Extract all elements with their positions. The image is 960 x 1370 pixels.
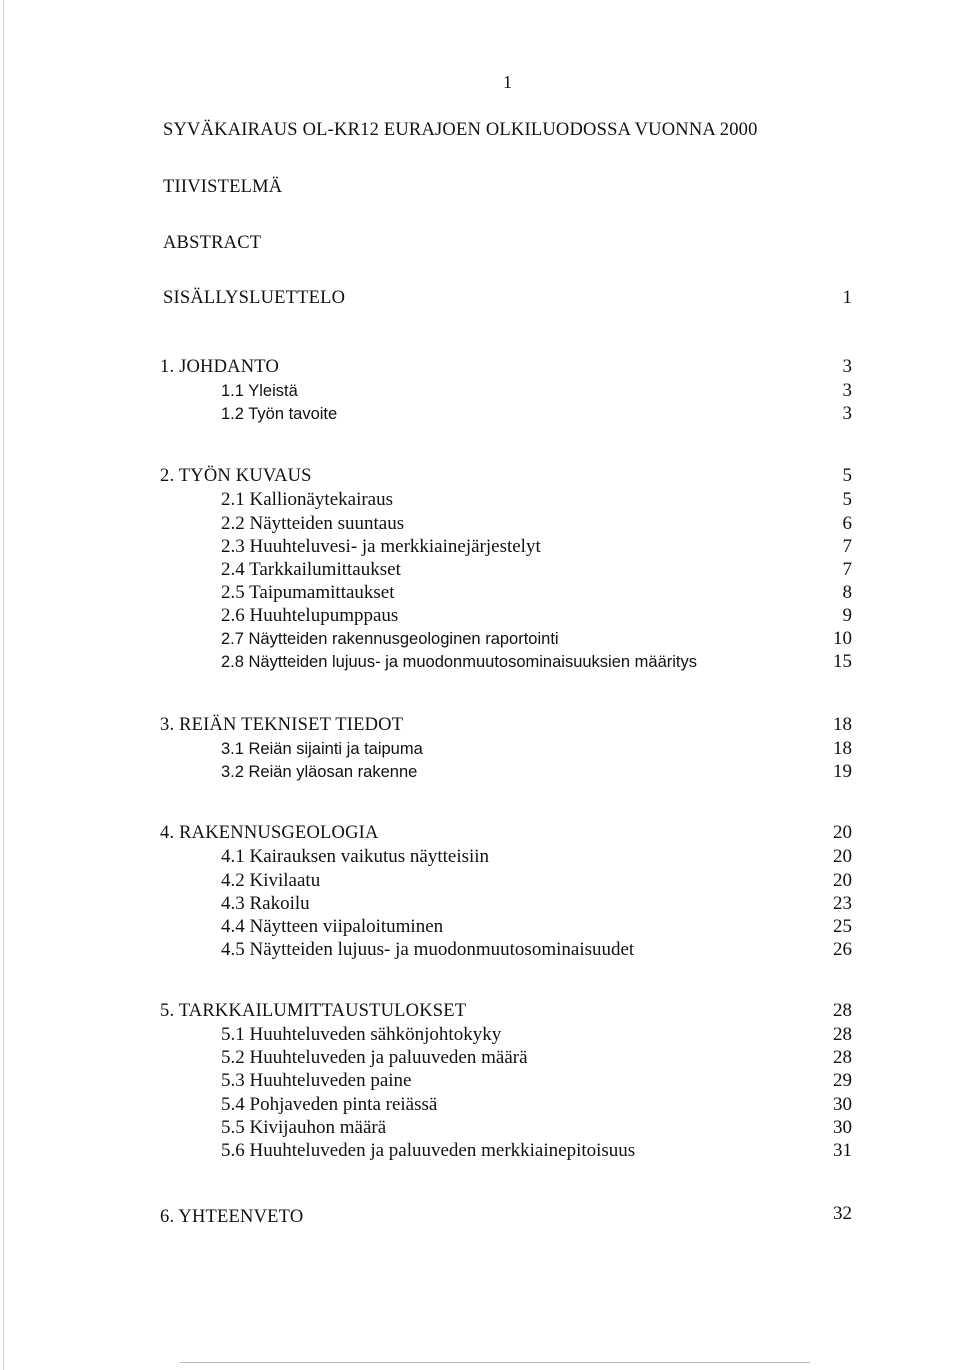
- toc-item-title: 1.1 Yleistä: [221, 382, 298, 400]
- toc-item-title: 5.1 Huuhteluveden sähkönjohtokyky: [221, 1024, 502, 1045]
- toc-item-title: 5.5 Kivijauhon määrä: [221, 1117, 387, 1138]
- toc-item-title: 4.1 Kairauksen vaikutus näytteisiin: [221, 846, 490, 867]
- tiivistelma-heading: TIIVISTELMÄ: [163, 177, 283, 197]
- toc-item-page: 23: [833, 893, 852, 914]
- toc-section-page: 5: [842, 465, 852, 486]
- toc-item-page: 26: [833, 939, 852, 960]
- toc-item-page: 30: [833, 1117, 852, 1138]
- toc-item-page: 9: [842, 605, 852, 626]
- toc-item-page: 10: [833, 628, 852, 649]
- toc-item-title: 2.3 Huuhteluvesi- ja merkkiainejärjestelyt: [221, 536, 541, 557]
- toc-section-title: 4. RAKENNUSGEOLOGIA: [160, 823, 379, 843]
- toc-section-title: 6. YHTEENVETO: [160, 1207, 304, 1227]
- toc-item-page: 7: [842, 536, 852, 557]
- toc-item-page: 30: [833, 1094, 852, 1115]
- toc-item-page: 15: [833, 651, 852, 672]
- toc-item-page: 3: [842, 403, 852, 424]
- toc-section-page: 3: [842, 356, 852, 377]
- toc-item-title: 2.5 Taipumamittaukset: [221, 582, 395, 603]
- toc-section-title: 5. TARKKAILUMITTAUSTULOKSET: [160, 1001, 467, 1021]
- toc-item-page: 20: [833, 870, 852, 891]
- toc-item-page: 20: [833, 846, 852, 867]
- toc-section-page: 32: [833, 1203, 852, 1224]
- toc-item-title: 4.2 Kivilaatu: [221, 870, 321, 891]
- page-number: 1: [503, 72, 512, 92]
- toc-item-page: 6: [842, 513, 852, 534]
- toc-item-page: 8: [842, 582, 852, 603]
- toc-item-title: 3.1 Reiän sijainti ja taipuma: [221, 740, 423, 758]
- toc-section-title: 3. REIÄN TEKNISET TIEDOT: [160, 715, 404, 735]
- toc-page-number: 1: [842, 287, 852, 308]
- toc-item-title: 5.3 Huuhteluveden paine: [221, 1070, 412, 1091]
- toc-item-title: 2.7 Näytteiden rakennusgeologinen raportointi: [221, 630, 559, 648]
- toc-item-title: 4.4 Näytteen viipaloituminen: [221, 916, 444, 937]
- toc-section-page: 18: [833, 714, 852, 735]
- toc-section-title: 2. TYÖN KUVAUS: [160, 466, 312, 486]
- toc-item-page: 28: [833, 1024, 852, 1045]
- toc-item-title: 2.6 Huuhtelupumppaus: [221, 605, 399, 626]
- toc-item-page: 3: [842, 380, 852, 401]
- toc-item-page: 29: [833, 1070, 852, 1091]
- toc-item-title: 2.8 Näytteiden lujuus- ja muodonmuutosominaisuuksien määritys: [221, 653, 697, 671]
- toc-item-page: 5: [842, 489, 852, 510]
- toc-item-title: 5.6 Huuhteluveden ja paluuveden merkkiainepitoisuus: [221, 1140, 636, 1161]
- scan-artifact-line: [180, 1362, 810, 1363]
- toc-item-title: 3.2 Reiän yläosan rakenne: [221, 763, 418, 781]
- toc-item-title: 2.4 Tarkkailumittaukset: [221, 559, 401, 580]
- toc-item-page: 19: [833, 761, 852, 782]
- toc-item-title: 5.2 Huuhteluveden ja paluuveden määrä: [221, 1047, 528, 1068]
- toc-heading: SISÄLLYSLUETTELO: [163, 288, 346, 308]
- page-edge: [3, 0, 4, 1370]
- toc-item-page: 31: [833, 1140, 852, 1161]
- abstract-heading: ABSTRACT: [163, 233, 262, 253]
- toc-item-title: 1.2 Työn tavoite: [221, 405, 338, 423]
- toc-section-page: 28: [833, 1000, 852, 1021]
- toc-item-title: 2.2 Näytteiden suuntaus: [221, 513, 405, 534]
- toc-item-page: 7: [842, 559, 852, 580]
- toc-item-title: 4.5 Näytteiden lujuus- ja muodonmuutosominaisuudet: [221, 939, 635, 960]
- toc-item-page: 18: [833, 738, 852, 759]
- toc-item-title: 4.3 Rakoilu: [221, 893, 310, 914]
- toc-item-title: 5.4 Pohjaveden pinta reiässä: [221, 1094, 438, 1115]
- toc-section-page: 20: [833, 822, 852, 843]
- toc-item-title: 2.1 Kallionäytekairaus: [221, 489, 394, 510]
- document-title: SYVÄKAIRAUS OL-KR12 EURAJOEN OLKILUODOSSA VUONNA 2000: [163, 120, 758, 140]
- toc-item-page: 25: [833, 916, 852, 937]
- toc-item-page: 28: [833, 1047, 852, 1068]
- toc-section-title: 1. JOHDANTO: [160, 357, 280, 377]
